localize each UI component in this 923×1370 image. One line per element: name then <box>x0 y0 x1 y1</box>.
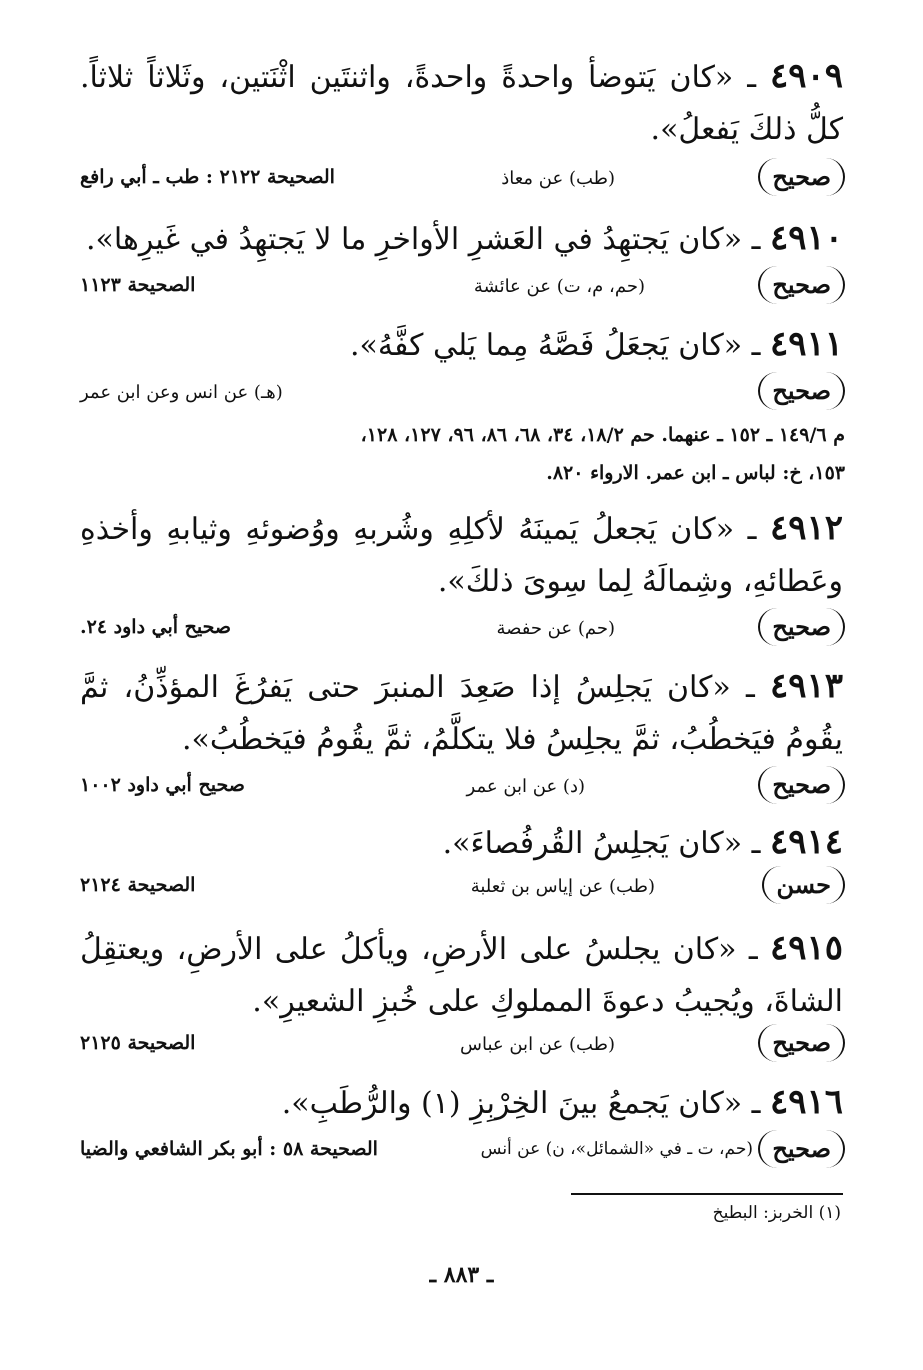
hadith-number: ٤٩١١ <box>769 324 843 364</box>
source-label: (هـ) عن انس وعن ابن عمر <box>80 382 283 403</box>
grade-label: صحيح <box>758 158 845 196</box>
reference-label: الصحيحة ٢١٢٥ <box>80 1032 196 1054</box>
reference-label: الصحيحة ١١٢٣ <box>80 274 196 296</box>
reference-label: صحيح أبي داود ٢٤. <box>80 616 232 638</box>
hadith-text: «كان يَجتهِدُ في العَشرِ الأواخرِ ما لا يَجتهِدُ في غَيرِها». <box>85 222 743 257</box>
hadith-text: «كان يَجمعُ بينَ الخِرْبِزِ (١) والرُّطَبِ». <box>281 1086 743 1121</box>
grade-label: صحيح <box>758 608 845 646</box>
hadith-meta <box>80 266 845 310</box>
source-label: (طب) عن ابن عباس <box>460 1034 615 1055</box>
hadith-number: ٤٩١٣ <box>769 666 843 706</box>
reference-label: الصحيحة ٢١٢٢ : طب ـ أبي رافع <box>80 166 335 188</box>
source-label: (حم) عن حفصة <box>496 618 615 639</box>
source-label: (د) عن ابن عمر <box>466 776 585 797</box>
reference-label: الصحيحة ٥٨ : أبو بكر الشافعي والضيا <box>80 1138 378 1160</box>
reference-extra-line: ١٥٣، خ: لباس ـ ابن عمر. الارواء ٨٢٠. <box>546 462 845 484</box>
grade-label: صحيح <box>758 1130 845 1168</box>
hadith-entry: ٤٩٠٩ ـ «كان يَتوضأ واحدةً واحدةً، واثنتَين اثْنَتين، وثَلاثاً ثلاثاً. كلُّ ذلكَ يَفعلُ». <box>80 56 843 147</box>
grade-label: صحيح <box>758 266 845 304</box>
hadith-number: ٤٩١٤ <box>769 822 843 862</box>
hadith-entry: ٤٩١٠ ـ «كان يَجتهِدُ في العَشرِ الأواخرِ ما لا يَجتهِدُ في غَيرِها». <box>85 218 843 258</box>
hadith-meta <box>80 1024 845 1068</box>
hadith-text: «كان يَتوضأ واحدةً واحدةً، واثنتَين اثْنَتين، وثَلاثاً ثلاثاً. كلُّ ذلكَ يَفعلُ». <box>80 60 843 147</box>
hadith-number: ٤٩٠٩ <box>769 56 843 96</box>
grade-label: صحيح <box>758 766 845 804</box>
footnote-divider <box>571 1193 843 1195</box>
hadith-meta <box>80 1130 845 1174</box>
hadith-meta <box>80 766 845 810</box>
grade-label: حسن <box>762 866 845 904</box>
hadith-entry: ٤٩١٢ ـ «كان يَجعلُ يَمينَهُ لأكلِهِ وشُربهِ ووُضوئهِ وثيابهِ وأخذهِ وعَطائهِ، وشِمالَهُ لِما سِوىَ ذلكَ». <box>80 508 843 599</box>
hadith-text: «كان يَجعَلُ فَصَّهُ مِما يَلي كفَّهُ». <box>349 328 743 363</box>
hadith-entry: ٤٩١٦ ـ «كان يَجمعُ بينَ الخِرْبِزِ (١) والرُّطَبِ». <box>281 1082 843 1122</box>
hadith-text: «كان يجلسُ على الأرضِ، ويأكلُ على الأرضِ، ويعتقِلُ الشاةَ، ويُجيبُ دعوةَ المملوكِ على خُبزِ الشعيرِ». <box>80 932 843 1019</box>
page-number: ـ ٨٨٣ ـ <box>429 1262 494 1288</box>
source-label: (حم، ت ـ في «الشمائل»، ن) عن أنس <box>480 1139 753 1159</box>
grade-label: صحيح <box>758 1024 845 1062</box>
source-label: (طب) عن إياس بن ثعلبة <box>470 876 655 897</box>
footnote: (١) الخربز: البطيخ <box>712 1203 841 1223</box>
hadith-meta <box>80 866 845 910</box>
source-label: (طب) عن معاذ <box>501 168 615 189</box>
hadith-text: «كان يَجعلُ يَمينَهُ لأكلِهِ وشُربهِ ووُضوئهِ وثيابهِ وأخذهِ وعَطائهِ، وشِمالَهُ لِما سِوىَ ذلكَ». <box>80 512 843 599</box>
grade-label: صحيح <box>758 372 845 410</box>
source-label: (حم، م، ت) عن عائشة <box>473 276 645 297</box>
hadith-number: ٤٩١٥ <box>769 928 843 968</box>
hadith-number: ٤٩١٢ <box>769 508 843 548</box>
hadith-text: «كان يَجلِسُ إذا صَعِدَ المنبرَ حتى يَفرُغَ المؤذِّنُ، ثمَّ يقُومُ فيَخطُبُ، ثمَّ يجلِسُ فلا يتكلَّمُ، ثمَّ يقُومُ فيَخطُبُ». <box>80 670 843 757</box>
hadith-entry: ٤٩١١ ـ «كان يَجعَلُ فَصَّهُ مِما يَلي كفَّهُ». <box>349 324 843 364</box>
hadith-meta <box>80 158 845 202</box>
reference-label: صحيح أبي داود ١٠٠٢ <box>80 774 245 796</box>
hadith-text: «كان يَجلِسُ القُرفُصاءَ». <box>442 826 743 861</box>
reference-extra-line: م ١٤٩/٦ ـ ١٥٢ ـ عنهما. حم ١٨/٢، ٣٤، ٦٨، ٨٦، ٩٦، ١٢٧، ١٢٨، <box>360 424 845 446</box>
hadith-entry: ٤٩١٣ ـ «كان يَجلِسُ إذا صَعِدَ المنبرَ حتى يَفرُغَ المؤذِّنُ، ثمَّ يقُومُ فيَخطُبُ، ثمَّ يجلِسُ فلا يتكلَّمُ، ثمَّ يقُومُ فيَخطُبُ». <box>80 666 843 757</box>
hadith-entry: ٤٩١٤ ـ «كان يَجلِسُ القُرفُصاءَ». <box>442 822 843 862</box>
hadith-number: ٤٩١٠ <box>769 218 843 258</box>
reference-label: الصحيحة ٢١٢٤ <box>80 874 196 896</box>
hadith-meta <box>80 608 845 652</box>
hadith-meta <box>80 372 845 416</box>
hadith-number: ٤٩١٦ <box>769 1082 843 1122</box>
hadith-entry: ٤٩١٥ ـ «كان يجلسُ على الأرضِ، ويأكلُ على الأرضِ، ويعتقِلُ الشاةَ، ويُجيبُ دعوةَ المملوكِ على خُبزِ الشعيرِ». <box>80 928 843 1019</box>
